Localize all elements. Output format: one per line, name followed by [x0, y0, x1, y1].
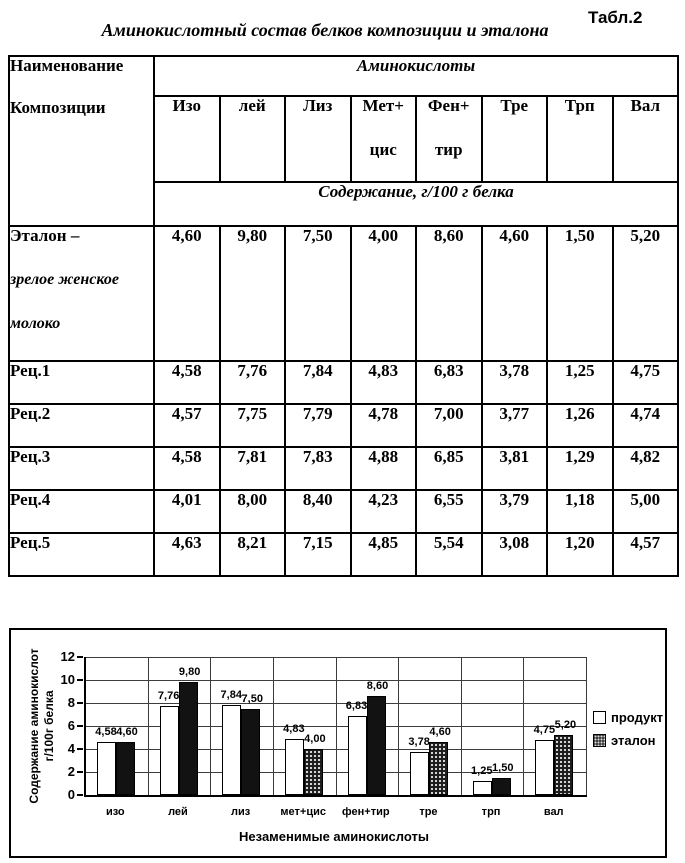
y-tick-mark — [77, 794, 83, 796]
cell-value: 4,88 — [351, 447, 417, 490]
cell-value: 4,00 — [351, 226, 417, 361]
page-title: Аминокислотный состав белков композиции и эталона — [101, 20, 549, 40]
cell-value: 1,20 — [547, 533, 613, 576]
bar-value-label: 7,84 — [220, 688, 242, 701]
cell-value: 8,21 — [220, 533, 286, 576]
gridline-vertical — [210, 657, 211, 795]
amino-acid-table — [8, 55, 679, 577]
cell-value: 5,20 — [613, 226, 679, 361]
gridline-horizontal — [86, 657, 587, 658]
cell-value: 4,85 — [351, 533, 417, 576]
x-axis-title: Незаменимые аминокислоты — [239, 829, 429, 844]
bar-etalon — [241, 709, 260, 795]
row-label: Рец.2 — [9, 404, 154, 447]
row-label: Рец.1 — [9, 361, 154, 404]
y-tick-mark — [77, 725, 83, 727]
cell-value: 7,15 — [285, 533, 351, 576]
column-header-6: Тре — [482, 96, 548, 182]
cell-value: 3,79 — [482, 490, 548, 533]
cell-value: 4,60 — [482, 226, 548, 361]
y-tick-mark — [77, 771, 83, 773]
bar-value-label: 5,20 — [554, 719, 577, 732]
bar-value-label: 8,60 — [366, 680, 389, 693]
bar-value-label: 7,50 — [241, 692, 263, 705]
bar-value-label: 4,83 — [283, 723, 305, 736]
cell-value: 8,00 — [220, 490, 286, 533]
bar-value-label: 1,50 — [492, 761, 514, 774]
row-label: Эталон – зрелое женское молоко — [9, 226, 154, 361]
column-header-5: Фен+ тир — [416, 96, 482, 182]
bar-value-label: 4,75 — [533, 724, 556, 737]
x-tick-label: мет+цис — [280, 806, 326, 818]
y-axis-title-line2: г/100г белка — [42, 690, 56, 762]
y-tick-label: 4 — [67, 741, 75, 756]
cell-value: 6,55 — [416, 490, 482, 533]
y-tick-mark — [77, 702, 83, 704]
bar-product — [535, 740, 554, 795]
legend-etalon-swatch-icon — [593, 734, 606, 747]
cell-value: 3,08 — [482, 533, 548, 576]
table-row — [9, 533, 678, 576]
x-tick-label: лей — [168, 806, 188, 818]
y-axis-tick-labels — [45, 649, 75, 802]
gridline-horizontal — [86, 680, 587, 681]
cell-value: 4,60 — [154, 226, 220, 361]
cell-value: 7,79 — [285, 404, 351, 447]
bar-etalon — [429, 742, 448, 795]
bar-product — [348, 716, 367, 795]
gridline-vertical — [523, 657, 524, 795]
table-header-row — [9, 56, 678, 96]
legend-item — [593, 710, 663, 725]
cell-value: 1,29 — [547, 447, 613, 490]
table-row — [9, 226, 678, 361]
name-header-line1: Наименование — [10, 56, 124, 75]
cell-value: 8,40 — [285, 490, 351, 533]
bar-value-label: 4,00 — [304, 733, 326, 745]
y-tick-mark — [77, 748, 83, 750]
table-number-label: Табл.2 — [588, 8, 643, 27]
bar-etalon — [116, 742, 135, 795]
table-row — [9, 447, 678, 490]
legend-product-swatch-icon — [593, 711, 606, 724]
cell-value: 5,54 — [416, 533, 482, 576]
cell-value: 6,85 — [416, 447, 482, 490]
cell-value: 3,78 — [482, 361, 548, 404]
name-column-header — [9, 56, 154, 226]
y-axis-title-line1: Содержание аминокислот — [27, 648, 41, 804]
row-label: Рец.4 — [9, 490, 154, 533]
column-header-2: лей — [220, 96, 286, 182]
y-tick-label: 8 — [67, 695, 75, 710]
y-tick-mark — [77, 679, 83, 681]
cell-value: 4,01 — [154, 490, 220, 533]
y-tick-label: 0 — [67, 787, 75, 802]
x-tick-label: тре — [419, 806, 438, 818]
cell-value: 4,83 — [351, 361, 417, 404]
cell-value: 4,75 — [613, 361, 679, 404]
legend-item — [593, 733, 663, 748]
cell-value: 4,82 — [613, 447, 679, 490]
name-header-line2: Композиции — [10, 97, 106, 117]
bar-etalon — [179, 682, 198, 795]
cell-value: 4,23 — [351, 490, 417, 533]
cell-value: 1,50 — [547, 226, 613, 361]
column-header-1: Изо — [154, 96, 220, 182]
column-header-4: Мет+ цис — [351, 96, 417, 182]
x-tick-label: изо — [105, 806, 125, 818]
gridline-vertical — [586, 657, 587, 795]
chart-legend — [593, 710, 663, 756]
cell-value: 3,77 — [482, 404, 548, 447]
y-tick-mark — [77, 656, 83, 658]
cell-value: 6,83 — [416, 361, 482, 404]
cell-value: 8,60 — [416, 226, 482, 361]
gridline-vertical — [398, 657, 399, 795]
legend-label: продукт — [611, 710, 664, 725]
y-tick-label: 2 — [67, 764, 75, 779]
cell-value: 7,84 — [285, 361, 351, 404]
cell-value: 7,75 — [220, 404, 286, 447]
column-header-7: Трп — [547, 96, 613, 182]
bar-product — [222, 705, 241, 795]
cell-value: 7,83 — [285, 447, 351, 490]
cell-value: 4,57 — [154, 404, 220, 447]
bar-value-label: 4,60 — [429, 726, 451, 739]
cell-value: 4,63 — [154, 533, 220, 576]
plot-area — [84, 657, 587, 797]
column-header-8: Вал — [613, 96, 679, 182]
gridline-vertical — [273, 657, 274, 795]
chart-frame — [9, 628, 667, 858]
column-header-3: Лиз — [285, 96, 351, 182]
gridline-vertical — [336, 657, 337, 795]
bar-value-label: 9,80 — [178, 666, 201, 679]
cell-value: 7,81 — [220, 447, 286, 490]
cell-value: 9,80 — [220, 226, 286, 361]
cell-value: 4,58 — [154, 361, 220, 404]
y-tick-label: 12 — [60, 649, 75, 664]
bar-value-label: 4,58 — [95, 726, 117, 739]
bar-value-label: 1,25 — [471, 764, 493, 777]
cell-value: 4,78 — [351, 404, 417, 447]
table-row — [9, 404, 678, 447]
bar-etalon — [554, 735, 573, 795]
bar-etalon — [304, 749, 323, 795]
table-row — [9, 490, 678, 533]
bar-value-label: 7,76 — [157, 689, 180, 702]
amino-group-header: Аминокислоты — [154, 56, 678, 96]
units-header: Содержание, г/100 г белка — [154, 182, 678, 226]
cell-value: 5,00 — [613, 490, 679, 533]
cell-value: 4,57 — [613, 533, 679, 576]
x-tick-label: вал — [543, 806, 564, 818]
x-tick-label: трп — [481, 806, 501, 818]
bar-etalon — [492, 778, 511, 795]
cell-value: 4,58 — [154, 447, 220, 490]
bar-product — [410, 752, 429, 795]
cell-value: 1,18 — [547, 490, 613, 533]
cell-value: 3,81 — [482, 447, 548, 490]
y-tick-label: 10 — [60, 672, 75, 687]
x-tick-label: лиз — [230, 806, 251, 818]
bar-product — [473, 781, 492, 795]
cell-value: 7,76 — [220, 361, 286, 404]
bar-etalon — [367, 696, 386, 795]
cell-value: 1,25 — [547, 361, 613, 404]
gridline-horizontal — [86, 703, 587, 704]
gridline-vertical — [148, 657, 149, 795]
legend-label: эталон — [611, 733, 656, 748]
x-tick-label: фен+тир — [342, 806, 390, 818]
cell-value: 7,50 — [285, 226, 351, 361]
table-row — [9, 361, 678, 404]
bar-value-label: 4,60 — [116, 726, 138, 739]
bar-product — [97, 742, 116, 795]
cell-value: 1,26 — [547, 404, 613, 447]
cell-value: 4,74 — [613, 404, 679, 447]
bar-value-label: 6,83 — [345, 700, 368, 713]
bar-value-label: 3,78 — [408, 735, 430, 748]
cell-value: 7,00 — [416, 404, 482, 447]
bar-product — [160, 706, 179, 795]
row-label: Рец.3 — [9, 447, 154, 490]
bar-product — [285, 739, 304, 795]
gridline-vertical — [461, 657, 462, 795]
y-tick-label: 6 — [67, 718, 75, 733]
row-label: Рец.5 — [9, 533, 154, 576]
